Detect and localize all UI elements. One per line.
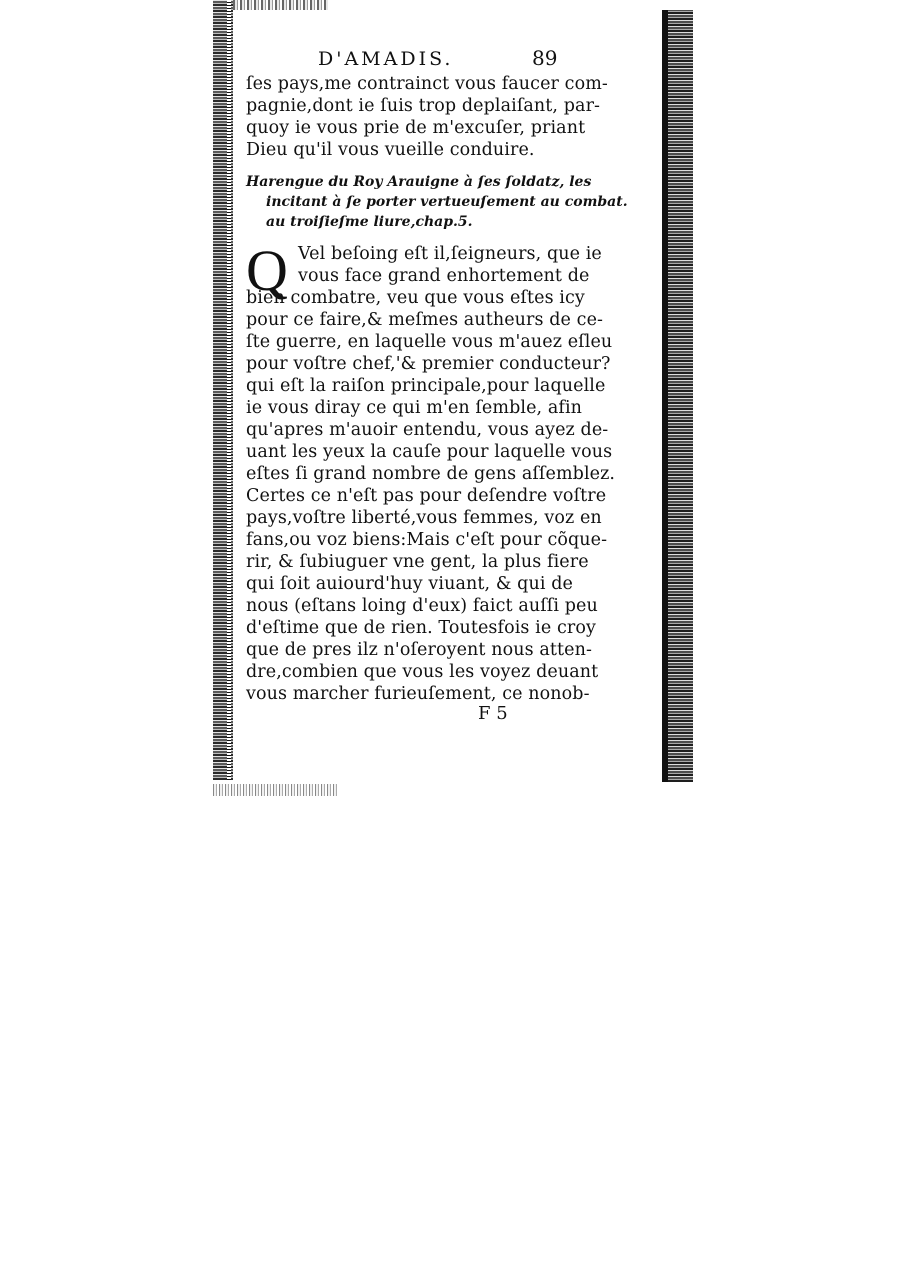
signature-mark: F 5	[478, 703, 508, 724]
chapter-heading-line: au troiſieſme liure,chap.5.	[266, 214, 473, 230]
text-line: bien combatre, veu que vous eſtes icy	[246, 288, 585, 308]
text-line: qui eſt la raiſon principale,pour laquelle	[246, 376, 606, 396]
text-line: ſes pays,me contrainct vous faucer com-	[246, 74, 608, 94]
text-line: eſtes ſi grand nombre de gens aſſemblez.	[246, 464, 616, 484]
chapter-heading-line: incitant à ſe porter vertueuſement au combat.	[266, 194, 628, 210]
text-line: pays,voſtre liberté,vous femmes, voz en	[246, 508, 602, 528]
running-head: D'AMADIS.	[318, 48, 454, 70]
text-line: quoy ie vous prie de m'excuſer, priant	[246, 118, 586, 138]
text-line: Vel beſoing eſt il,ſeigneurs, que ie	[298, 244, 602, 264]
scan-edge-top	[233, 0, 328, 10]
text-line: pour voſtre chef,'& premier conducteur?	[246, 354, 611, 374]
chapter-heading-line: Harengue du Roy Arauigne à ſes ſoldatz, les	[246, 174, 592, 190]
scan-edge-right	[662, 10, 693, 782]
page-number: 89	[532, 46, 558, 70]
text-line: ie vous diray ce qui m'en ſemble, afin	[246, 398, 583, 418]
text-line: qui ſoit auiourd'huy viuant, & qui de	[246, 574, 573, 594]
text-line: Certes ce n'eſt pas pour deſendre voſtre	[246, 486, 607, 506]
text-line: fans,ou voz biens:Mais c'eſt pour cõque-	[246, 530, 608, 550]
text-line: d'eſtime que de rien. Toutesfois ie croy	[246, 618, 596, 638]
text-line: vous face grand enhortement de	[298, 266, 590, 286]
text-line: uant les yeux la cauſe pour laquelle vous	[246, 442, 613, 462]
scan-edge-bottom	[213, 784, 338, 796]
text-line: vous marcher furieuſement, ce nonob-	[246, 684, 590, 704]
text-line: que de pres ilz n'oſeroyent nous atten-	[246, 640, 592, 660]
text-line: nous (eſtans loing d'eux) faict auſſi peu	[246, 596, 598, 616]
text-line: qu'apres m'auoir entendu, vous ayez de-	[246, 420, 609, 440]
text-line: rir, & ſubiuguer vne gent, la plus fiere	[246, 552, 589, 572]
drop-cap: Q	[246, 238, 288, 303]
scan-edge-left	[213, 0, 233, 780]
text-line: ſte guerre, en laquelle vous m'auez eſleu	[246, 332, 613, 352]
text-line: pour ce faire,& meſmes autheurs de ce-	[246, 310, 604, 330]
text-line: Dieu qu'il vous vueille conduire.	[246, 140, 535, 160]
book-page	[246, 40, 628, 730]
text-line: pagnie,dont ie ſuis trop deplaiſant, par-	[246, 96, 601, 116]
text-line: dre,combien que vous les voyez deuant	[246, 662, 599, 682]
